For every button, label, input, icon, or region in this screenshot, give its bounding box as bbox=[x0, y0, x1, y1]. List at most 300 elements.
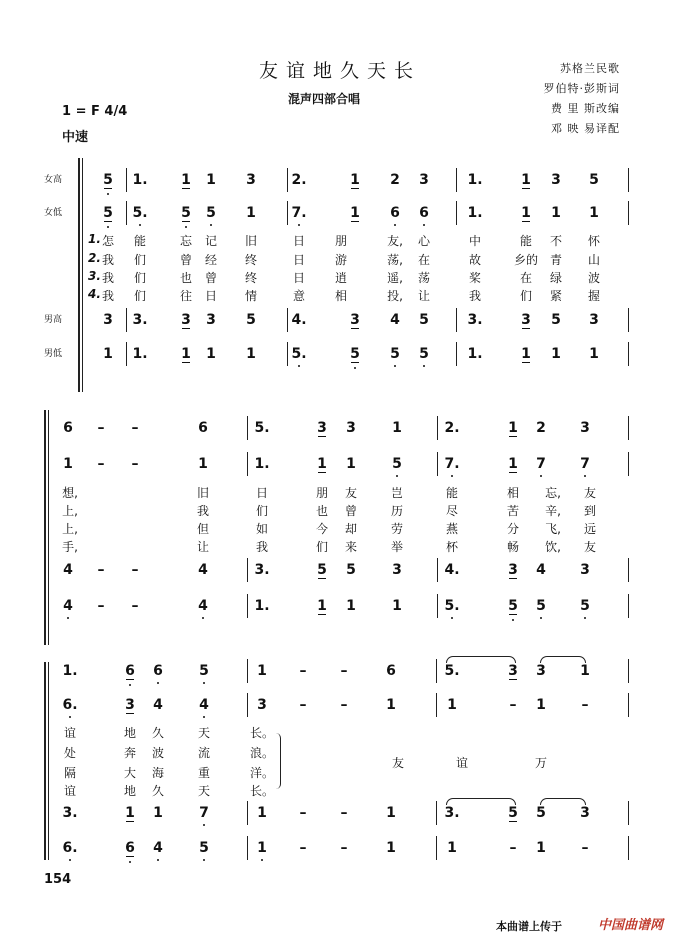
lyric: 友 bbox=[583, 486, 596, 500]
note: 6 bbox=[63, 420, 73, 436]
note: 3 bbox=[508, 663, 518, 679]
barline bbox=[436, 836, 437, 860]
note: 5. bbox=[291, 346, 307, 362]
lyric: 历 bbox=[390, 504, 403, 518]
lyric: 飞, bbox=[545, 522, 561, 536]
note: – bbox=[131, 456, 139, 472]
note: 5 bbox=[505, 598, 521, 614]
footer-text: 本曲谱上传于 bbox=[496, 920, 562, 933]
note: 1 bbox=[508, 420, 518, 436]
note: 3. bbox=[254, 562, 270, 578]
note: 4 bbox=[390, 312, 400, 328]
note: – bbox=[340, 840, 348, 856]
lyric: 手, bbox=[62, 540, 78, 554]
lyric: 们 bbox=[519, 289, 532, 303]
note: 4 bbox=[150, 840, 166, 856]
lyric: 今 bbox=[315, 522, 328, 536]
verse-brace bbox=[276, 733, 281, 789]
lyric: 们 bbox=[255, 504, 268, 518]
note: 3 bbox=[346, 420, 356, 436]
lyric: 如 bbox=[255, 522, 268, 536]
note: 1. bbox=[132, 346, 148, 362]
barline bbox=[628, 168, 629, 192]
lyric-chorus: 万 bbox=[534, 756, 547, 770]
lyric: 能 bbox=[133, 234, 146, 248]
lyric: 绿 bbox=[549, 271, 562, 285]
note: 5 bbox=[246, 312, 256, 328]
lyric: 洋。 bbox=[249, 766, 274, 780]
lyric: 燕 bbox=[445, 522, 458, 536]
system-brace-inner bbox=[48, 410, 49, 645]
lyric: 海 bbox=[151, 766, 164, 780]
note: 1 bbox=[317, 598, 327, 614]
note: 5 bbox=[416, 346, 432, 362]
note: 4 bbox=[63, 562, 73, 578]
barline bbox=[126, 201, 127, 225]
lyric: 终 bbox=[244, 253, 257, 267]
note: – bbox=[97, 456, 105, 472]
barline bbox=[247, 659, 248, 683]
note: 5 bbox=[577, 598, 593, 614]
note: 6 bbox=[386, 663, 396, 679]
barline bbox=[247, 452, 248, 476]
note: 3 bbox=[419, 172, 429, 188]
slur bbox=[446, 798, 516, 805]
note: 6 bbox=[387, 205, 403, 221]
lyric: 想, bbox=[62, 486, 78, 500]
lyric: 日 bbox=[204, 289, 217, 303]
note: 4 bbox=[60, 598, 76, 614]
lyric: 终 bbox=[244, 271, 257, 285]
lyric: 却 bbox=[344, 522, 357, 536]
page-number: 154 bbox=[44, 872, 72, 887]
lyric: 岂 bbox=[390, 486, 403, 500]
note: – bbox=[509, 840, 517, 856]
lyric: 旧 bbox=[244, 234, 257, 248]
note: 3. bbox=[444, 805, 460, 821]
lyric: 游 bbox=[334, 253, 347, 267]
lyric: 朋 bbox=[315, 486, 328, 500]
system-brace bbox=[78, 158, 80, 392]
lyric: 辛, bbox=[545, 504, 561, 518]
note: – bbox=[299, 805, 307, 821]
barline bbox=[628, 594, 629, 618]
lyric-chorus: 谊 bbox=[455, 756, 468, 770]
note: – bbox=[299, 697, 307, 713]
credit-arranger: 费 里 斯改编 bbox=[551, 102, 620, 115]
note: 2 bbox=[536, 420, 546, 436]
voice-label-soprano: 女高 bbox=[44, 175, 63, 185]
lyric: 山 bbox=[587, 253, 600, 267]
note: 1 bbox=[521, 205, 531, 221]
note: 6 bbox=[198, 420, 208, 436]
lyric: 天 bbox=[197, 784, 210, 798]
note: 1 bbox=[589, 205, 599, 221]
note: 3 bbox=[580, 805, 590, 821]
lyric: 日 bbox=[255, 486, 268, 500]
note: 7 bbox=[533, 456, 549, 472]
barline bbox=[628, 836, 629, 860]
note: 1 bbox=[536, 840, 546, 856]
lyric: 们 bbox=[133, 271, 146, 285]
note: 4 bbox=[196, 697, 212, 713]
note: 2. bbox=[291, 172, 307, 188]
lyric: 荡, bbox=[387, 253, 403, 267]
voice-label-bass: 男低 bbox=[44, 349, 63, 359]
note: 1. bbox=[467, 172, 483, 188]
note: 1 bbox=[246, 205, 256, 221]
lyric: 我 bbox=[101, 253, 114, 267]
barline bbox=[628, 342, 629, 366]
note: 1 bbox=[350, 205, 360, 221]
lyric: 上, bbox=[62, 504, 78, 518]
lyric: 隔 bbox=[63, 766, 76, 780]
lyric: 意 bbox=[292, 289, 305, 303]
note: 6. bbox=[62, 697, 78, 713]
lyric: 紧 bbox=[549, 289, 562, 303]
credit-translator: 邓 映 易译配 bbox=[551, 122, 620, 135]
lyric: 心 bbox=[417, 234, 430, 248]
lyric: 举 bbox=[390, 540, 403, 554]
note: 3 bbox=[181, 312, 191, 328]
key-signature: 1 = F 4/4 bbox=[62, 104, 128, 119]
note: 1 bbox=[198, 456, 208, 472]
note: 7 bbox=[196, 805, 212, 821]
note: 1 bbox=[386, 805, 396, 821]
note: – bbox=[97, 598, 105, 614]
lyric-chorus: 友 bbox=[391, 756, 404, 770]
note: 1 bbox=[317, 456, 327, 472]
note: 5 bbox=[100, 172, 116, 188]
note: 1 bbox=[181, 172, 191, 188]
note: 3 bbox=[103, 312, 113, 328]
lyric: 忘, bbox=[545, 486, 561, 500]
note: 7 bbox=[577, 456, 593, 472]
lyric: 波 bbox=[151, 746, 164, 760]
barline bbox=[437, 452, 438, 476]
note: 1 bbox=[580, 663, 590, 679]
verse-number: 3. bbox=[88, 269, 101, 283]
note: 5 bbox=[389, 456, 405, 472]
lyric: 重 bbox=[197, 766, 210, 780]
lyric: 曾 bbox=[179, 253, 192, 267]
lyric: 友, bbox=[387, 234, 403, 248]
note: – bbox=[581, 840, 589, 856]
note: 1 bbox=[521, 172, 531, 188]
note: 5 bbox=[178, 205, 194, 221]
lyric: 旧 bbox=[196, 486, 209, 500]
lyric: 长。 bbox=[249, 726, 274, 740]
lyric: 荡 bbox=[417, 271, 430, 285]
lyric: 相 bbox=[334, 289, 347, 303]
barline bbox=[628, 558, 629, 582]
lyric: 奔 bbox=[123, 746, 136, 760]
barline bbox=[436, 693, 437, 717]
lyric: 中 bbox=[468, 234, 481, 248]
lyric: 畅 bbox=[506, 540, 519, 554]
lyric: 来 bbox=[344, 540, 357, 554]
lyric: 我 bbox=[101, 271, 114, 285]
note: 5 bbox=[100, 205, 116, 221]
barline bbox=[126, 168, 127, 192]
note: 5 bbox=[536, 805, 546, 821]
barline bbox=[437, 594, 438, 618]
lyric: 经 bbox=[204, 253, 217, 267]
note: 3 bbox=[257, 697, 267, 713]
slur bbox=[446, 656, 516, 663]
lyric: 我 bbox=[255, 540, 268, 554]
site-logo: 中国曲谱网 bbox=[598, 918, 664, 933]
voice-label-alto: 女低 bbox=[44, 208, 63, 218]
lyric: 在 bbox=[519, 271, 532, 285]
note: 5 bbox=[203, 205, 219, 221]
lyric: 上, bbox=[62, 522, 78, 536]
lyric: 能 bbox=[445, 486, 458, 500]
note: 5. bbox=[444, 598, 460, 614]
note: 1 bbox=[350, 172, 360, 188]
note: 1 bbox=[386, 840, 396, 856]
note: 1 bbox=[153, 805, 163, 821]
note: 6 bbox=[122, 840, 138, 856]
note: 1 bbox=[346, 598, 356, 614]
note: 1. bbox=[467, 205, 483, 221]
lyric: 能 bbox=[519, 234, 532, 248]
verse-number: 4. bbox=[88, 287, 101, 301]
lyric: 忘 bbox=[179, 234, 192, 248]
note: 7. bbox=[291, 205, 307, 221]
lyric: 友 bbox=[344, 486, 357, 500]
note: 1 bbox=[536, 697, 546, 713]
barline bbox=[456, 201, 457, 225]
lyric: 也 bbox=[315, 504, 328, 518]
note: 1 bbox=[63, 456, 73, 472]
system-brace-inner bbox=[82, 158, 83, 392]
note: 4. bbox=[444, 562, 460, 578]
barline bbox=[287, 308, 288, 332]
note: – bbox=[131, 562, 139, 578]
lyric: 苦 bbox=[506, 504, 519, 518]
lyric: 相 bbox=[506, 486, 519, 500]
note: – bbox=[340, 805, 348, 821]
barline bbox=[628, 693, 629, 717]
system-brace bbox=[44, 662, 46, 860]
lyric: 们 bbox=[133, 253, 146, 267]
lyric: 朋 bbox=[334, 234, 347, 248]
note: 1. bbox=[132, 172, 148, 188]
lyric: 尽 bbox=[445, 504, 458, 518]
barline bbox=[287, 201, 288, 225]
barline bbox=[287, 342, 288, 366]
note: 1 bbox=[257, 663, 267, 679]
lyric: 日 bbox=[292, 253, 305, 267]
barline bbox=[247, 558, 248, 582]
barline bbox=[437, 416, 438, 440]
note: – bbox=[299, 840, 307, 856]
lyric: 青 bbox=[549, 253, 562, 267]
lyric: 地 bbox=[123, 726, 136, 740]
lyric: 们 bbox=[315, 540, 328, 554]
note: 5 bbox=[196, 663, 212, 679]
barline bbox=[287, 168, 288, 192]
lyric: 谊 bbox=[63, 784, 76, 798]
barline bbox=[247, 594, 248, 618]
credit-lyricist: 罗伯特·彭斯词 bbox=[543, 82, 620, 95]
lyric: 怀 bbox=[587, 234, 600, 248]
lyric: 远 bbox=[583, 522, 596, 536]
lyric: 长。 bbox=[249, 784, 274, 798]
note: 1 bbox=[125, 805, 135, 821]
barline bbox=[247, 416, 248, 440]
lyric: 但 bbox=[196, 522, 209, 536]
lyric: 往 bbox=[179, 289, 192, 303]
note: 3. bbox=[467, 312, 483, 328]
note: 1. bbox=[467, 346, 483, 362]
note: 1 bbox=[254, 840, 270, 856]
note: 5. bbox=[444, 663, 460, 679]
barline bbox=[247, 693, 248, 717]
note: 1. bbox=[254, 456, 270, 472]
note: 1 bbox=[346, 456, 356, 472]
lyric: 怎 bbox=[101, 234, 114, 248]
note: 3 bbox=[551, 172, 561, 188]
lyric: 到 bbox=[583, 504, 596, 518]
lyric: 浪。 bbox=[249, 746, 274, 760]
note: 1 bbox=[589, 346, 599, 362]
note: – bbox=[581, 697, 589, 713]
note: 3. bbox=[62, 805, 78, 821]
lyric: 投, bbox=[387, 289, 403, 303]
lyric: 桨 bbox=[468, 271, 481, 285]
lyric: 日 bbox=[292, 234, 305, 248]
voice-label-tenor: 男高 bbox=[44, 315, 63, 325]
lyric: 让 bbox=[417, 289, 430, 303]
lyric: 乡的 bbox=[513, 253, 538, 267]
note: 6 bbox=[416, 205, 432, 221]
lyric: 波 bbox=[587, 271, 600, 285]
barline bbox=[437, 558, 438, 582]
lyric: 也 bbox=[179, 271, 192, 285]
barline bbox=[628, 416, 629, 440]
note: 6 bbox=[150, 663, 166, 679]
lyric: 们 bbox=[133, 289, 146, 303]
lyric: 地 bbox=[123, 784, 136, 798]
note: 3. bbox=[132, 312, 148, 328]
note: 1 bbox=[181, 346, 191, 362]
note: 5 bbox=[347, 346, 363, 362]
lyric: 处 bbox=[63, 746, 76, 760]
lyric: 天 bbox=[197, 726, 210, 740]
barline bbox=[628, 659, 629, 683]
barline bbox=[456, 168, 457, 192]
lyric: 曾 bbox=[344, 504, 357, 518]
barline bbox=[436, 801, 437, 825]
note: 4. bbox=[291, 312, 307, 328]
barline bbox=[436, 659, 437, 683]
note: 5 bbox=[196, 840, 212, 856]
system-brace bbox=[44, 410, 46, 645]
note: 1 bbox=[206, 172, 216, 188]
note: – bbox=[97, 420, 105, 436]
note: – bbox=[509, 697, 517, 713]
lyric: 饮, bbox=[545, 540, 561, 554]
note: 1. bbox=[254, 598, 270, 614]
note: 3 bbox=[536, 663, 546, 679]
note: 1 bbox=[386, 697, 396, 713]
lyric: 流 bbox=[197, 746, 210, 760]
note: 3 bbox=[125, 697, 135, 713]
lyric: 故 bbox=[468, 253, 481, 267]
lyric: 我 bbox=[101, 289, 114, 303]
barline bbox=[456, 308, 457, 332]
note: 4 bbox=[536, 562, 546, 578]
note: 3 bbox=[317, 420, 327, 436]
note: 1 bbox=[103, 346, 113, 362]
lyric: 不 bbox=[549, 234, 562, 248]
note: 1 bbox=[521, 346, 531, 362]
note: 5. bbox=[254, 420, 270, 436]
note: – bbox=[340, 663, 348, 679]
lyric: 谊 bbox=[63, 726, 76, 740]
barline bbox=[628, 801, 629, 825]
subtitle: 混声四部合唱 bbox=[288, 92, 361, 106]
note: 3 bbox=[521, 312, 531, 328]
lyric: 遥, bbox=[387, 271, 403, 285]
note: 1 bbox=[392, 420, 402, 436]
note: 5 bbox=[589, 172, 599, 188]
note: 5 bbox=[508, 805, 518, 821]
note: 6 bbox=[122, 663, 138, 679]
note: 3 bbox=[508, 562, 518, 578]
note: 1 bbox=[206, 346, 216, 362]
note: 1. bbox=[62, 663, 78, 679]
lyric: 逍 bbox=[334, 271, 347, 285]
note: – bbox=[131, 420, 139, 436]
barline bbox=[628, 201, 629, 225]
note: 3 bbox=[246, 172, 256, 188]
barline bbox=[126, 308, 127, 332]
note: 1 bbox=[551, 205, 561, 221]
note: 1 bbox=[392, 598, 402, 614]
lyric: 久 bbox=[151, 784, 164, 798]
note: 5 bbox=[533, 598, 549, 614]
note: 4 bbox=[153, 697, 163, 713]
note: 1 bbox=[551, 346, 561, 362]
note: 1 bbox=[508, 456, 518, 472]
note: 1 bbox=[447, 697, 457, 713]
credit-origin: 苏格兰民歌 bbox=[560, 62, 620, 75]
note: 2. bbox=[444, 420, 460, 436]
note: 5 bbox=[346, 562, 356, 578]
note: 1 bbox=[257, 805, 267, 821]
lyric: 友 bbox=[583, 540, 596, 554]
slur bbox=[540, 798, 586, 805]
barline bbox=[247, 836, 248, 860]
page-title: 友谊地久天长 bbox=[258, 60, 421, 82]
note: 5 bbox=[419, 312, 429, 328]
barline bbox=[628, 452, 629, 476]
slur bbox=[540, 656, 586, 663]
lyric: 曾 bbox=[204, 271, 217, 285]
lyric: 日 bbox=[292, 271, 305, 285]
note: – bbox=[131, 598, 139, 614]
lyric: 我 bbox=[468, 289, 481, 303]
note: 3 bbox=[206, 312, 216, 328]
tempo-marking: 中速 bbox=[62, 130, 89, 145]
note: 5. bbox=[132, 205, 148, 221]
verse-number: 2. bbox=[88, 251, 101, 265]
lyric: 杯 bbox=[445, 540, 458, 554]
note: 4 bbox=[195, 598, 211, 614]
